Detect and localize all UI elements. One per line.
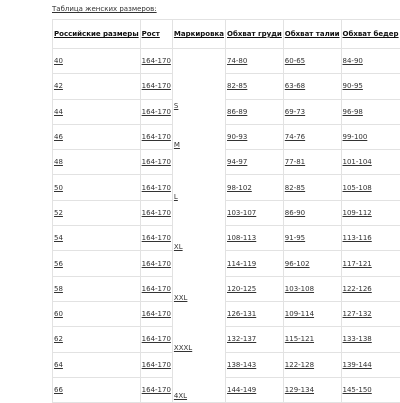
cell-height[interactable]: 164-170 [140,301,172,326]
cell-chest[interactable]: 98-102 [226,175,284,200]
header-marking: Маркировка [172,20,225,49]
cell-hips[interactable]: 133-138 [341,327,400,352]
cell-waist[interactable]: 77-81 [283,150,341,175]
cell-size[interactable]: 40 [53,49,141,74]
cell-height[interactable]: 164-170 [140,226,172,251]
cell-size[interactable]: 54 [53,226,141,251]
cell-size[interactable]: 52 [53,200,141,225]
cell-height[interactable]: 164-170 [140,150,172,175]
cell-chest[interactable]: 138-143 [226,352,284,377]
table-row [53,99,400,124]
cell-hips[interactable]: 117-121 [341,251,400,276]
cell-hips[interactable]: 113-116 [341,226,400,251]
cell-hips[interactable]: 105-108 [341,175,400,200]
cell-hips[interactable]: 99-100 [341,124,400,149]
marking-column [172,49,225,403]
cell-waist[interactable]: 60-65 [283,49,341,74]
table-row [53,49,400,74]
cell-size[interactable]: 64 [53,352,141,377]
table-row [53,352,400,377]
header-hips: Обхват бедер [341,20,400,49]
cell-hips[interactable]: 139-144 [341,352,400,377]
cell-hips[interactable]: 127-132 [341,301,400,326]
womens-size-table [52,19,400,403]
cell-height[interactable]: 164-170 [140,74,172,99]
table-row [53,150,400,175]
cell-hips[interactable]: 90-95 [341,74,400,99]
cell-waist[interactable]: 96-102 [283,251,341,276]
table-row [53,175,400,200]
cell-hips[interactable]: 84-90 [341,49,400,74]
cell-chest[interactable]: 74-80 [226,49,284,74]
cell-chest[interactable]: 82-85 [226,74,284,99]
table-row [53,301,400,326]
table-row [53,276,400,301]
header-height: Рост [140,20,172,49]
cell-chest[interactable]: 120-125 [226,276,284,301]
header-chest: Обхват груди [226,20,284,49]
table-row [53,251,400,276]
cell-waist[interactable]: 122-128 [283,352,341,377]
cell-size[interactable]: 60 [53,301,141,326]
cell-height[interactable]: 164-170 [140,352,172,377]
cell-waist[interactable]: 109-114 [283,301,341,326]
marking-label[interactable]: 4XL [174,392,187,400]
table-row [53,74,400,99]
table-row [53,377,400,402]
cell-waist[interactable]: 129-134 [283,377,341,402]
cell-size[interactable]: 62 [53,327,141,352]
cell-hips[interactable]: 101-104 [341,150,400,175]
marking-label[interactable]: S [174,102,178,110]
cell-waist[interactable]: 115-121 [283,327,341,352]
cell-size[interactable]: 56 [53,251,141,276]
cell-height[interactable]: 164-170 [140,175,172,200]
cell-height[interactable]: 164-170 [140,276,172,301]
marking-label[interactable]: XXXL [174,344,192,352]
cell-chest[interactable]: 90-93 [226,124,284,149]
marking-label[interactable]: XL [174,243,183,251]
cell-waist[interactable]: 69-73 [283,99,341,124]
header-russian-size: Российские размеры [53,20,141,49]
marking-label[interactable]: XXL [174,294,188,302]
cell-waist[interactable]: 63-68 [283,74,341,99]
marking-label[interactable]: L [174,193,178,201]
cell-size[interactable]: 58 [53,276,141,301]
cell-height[interactable]: 164-170 [140,49,172,74]
cell-hips[interactable]: 109-112 [341,200,400,225]
marking-label[interactable]: M [174,141,180,149]
cell-chest[interactable]: 144-149 [226,377,284,402]
cell-size[interactable]: 42 [53,74,141,99]
table-caption: Таблица женских размеров: [52,5,157,13]
cell-chest[interactable]: 94-97 [226,150,284,175]
table-row [53,200,400,225]
cell-chest[interactable]: 114-119 [226,251,284,276]
cell-size[interactable]: 44 [53,99,141,124]
cell-waist[interactable]: 91-95 [283,226,341,251]
cell-height[interactable]: 164-170 [140,99,172,124]
cell-height[interactable]: 164-170 [140,200,172,225]
cell-chest[interactable]: 108-113 [226,226,284,251]
cell-hips[interactable]: 145-150 [341,377,400,402]
cell-size[interactable]: 50 [53,175,141,200]
cell-waist[interactable]: 86-90 [283,200,341,225]
table-row [53,226,400,251]
cell-height[interactable]: 164-170 [140,251,172,276]
cell-height[interactable]: 164-170 [140,377,172,402]
cell-waist[interactable]: 103-108 [283,276,341,301]
cell-height[interactable]: 164-170 [140,124,172,149]
table-row [53,327,400,352]
header-waist: Обхват талии [283,20,341,49]
cell-hips[interactable]: 122-126 [341,276,400,301]
cell-chest[interactable]: 132-137 [226,327,284,352]
cell-hips[interactable]: 96-98 [341,99,400,124]
cell-height[interactable]: 164-170 [140,327,172,352]
cell-chest[interactable]: 126-131 [226,301,284,326]
cell-waist[interactable]: 74-76 [283,124,341,149]
table-row [53,124,400,149]
cell-waist[interactable]: 82-85 [283,175,341,200]
cell-chest[interactable]: 86-89 [226,99,284,124]
cell-size[interactable]: 48 [53,150,141,175]
cell-size[interactable]: 46 [53,124,141,149]
cell-chest[interactable]: 103-107 [226,200,284,225]
cell-size[interactable]: 66 [53,377,141,402]
header-row [53,20,400,49]
